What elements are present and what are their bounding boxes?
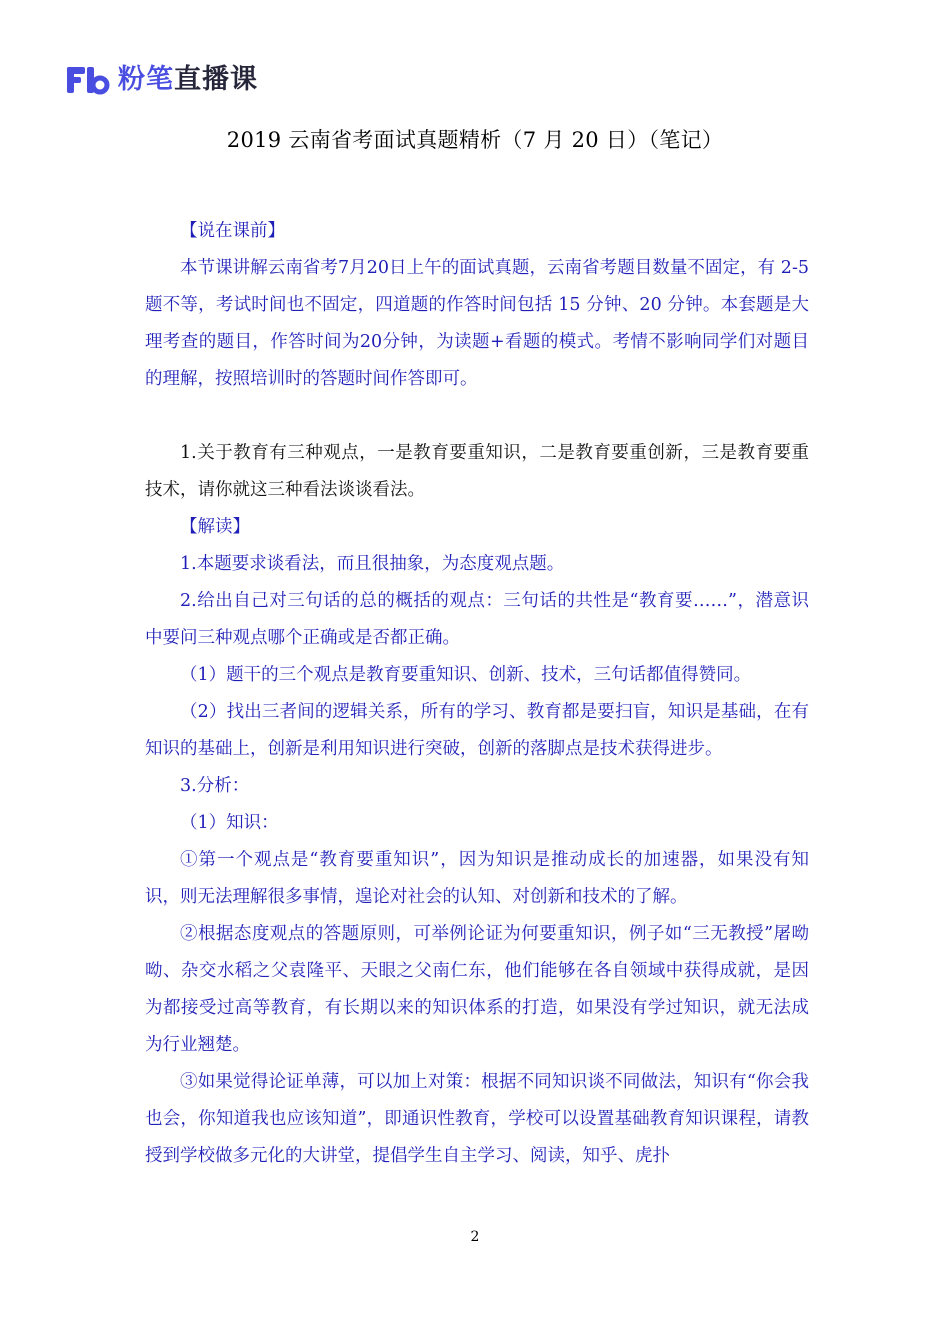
brand-logo <box>66 60 258 100</box>
analysis-paragraph: ③如果觉得论证单薄，可以加上对策：根据不同知识谈不同做法，知识有“你会我也会，你知道我也应该知道”，即通识性教育，学校可以设置基础教育知识课程，请教授到学校做多元化的大讲堂，提倡学生自主学习、阅读，知乎、虎扑 <box>145 1072 809 1166</box>
fenbi-fb-logo-icon <box>66 65 110 95</box>
document-title: 2019 云南省考面试真题精析（7 月 20 日）（笔记） <box>226 128 724 152</box>
analysis-paragraph: 3.分析： <box>180 776 250 796</box>
analysis-paragraph: ②根据态度观点的答题原则，可举例论证为何要重知识，例子如“三无教授”屠呦呦、杂交水稻之父袁隆平、天眼之父南仁东，他们能够在各自领域中获得成就，是因为都接受过高等教育，有长期以来的知识体系的打造，如果没有学过知识，就无法成为行业翘楚。 <box>145 924 809 1055</box>
analysis-heading: 【解读】 <box>180 517 250 537</box>
analysis-paragraph: （1）题干的三个观点是教育要重知识、创新、技术，三句话都值得赞同。 <box>180 665 752 685</box>
analysis-paragraph: （2）找出三者间的逻辑关系，所有的学习、教育都是要扫盲，知识是基础，在有知识的基础上，创新是利用知识进行突破，创新的落脚点是技术获得进步。 <box>145 702 809 759</box>
analysis-paragraph: 2.给出自己对三句话的总的概括的观点：三句话的共性是“教育要……”，潜意识中要问三种观点哪个正确或是否都正确。 <box>145 591 809 648</box>
brand-suffix-text: 直播课 <box>174 64 258 95</box>
intro-paragraph: 本节课讲解云南省考7月20日上午的面试真题，云南省考题目数量不固定，有 2-5 题不等，考试时间也不固定，四道题的作答时间包括 15 分钟、20 分钟。本套题是大理考查的题目，作答时间为20分钟，为读题+看题的模式。考情不影响同学们对题目的理解，按照培训时的答题时间作答即可。 <box>145 258 809 389</box>
brand-primary-text: 粉笔 <box>118 64 174 95</box>
analysis-paragraph: ①第一个观点是“教育要重知识”，因为知识是推动成长的加速器，如果没有知识，则无法理解很多事情，遑论对社会的认知、对创新和技术的了解。 <box>145 850 809 907</box>
document-body <box>145 213 809 1175</box>
brand-name <box>118 60 258 100</box>
analysis-paragraph: （1）知识： <box>180 813 279 833</box>
paragraph-spacer <box>145 398 809 435</box>
page-number: 2 <box>470 1229 480 1245</box>
question-text: 1.关于教育有三种观点，一是教育要重知识，二是教育要重创新，三是教育要重技术，请你就这三种看法谈谈看法。 <box>145 443 809 500</box>
intro-heading: 【说在课前】 <box>180 221 285 241</box>
analysis-paragraph: 1.本题要求谈看法，而且很抽象，为态度观点题。 <box>180 554 565 574</box>
